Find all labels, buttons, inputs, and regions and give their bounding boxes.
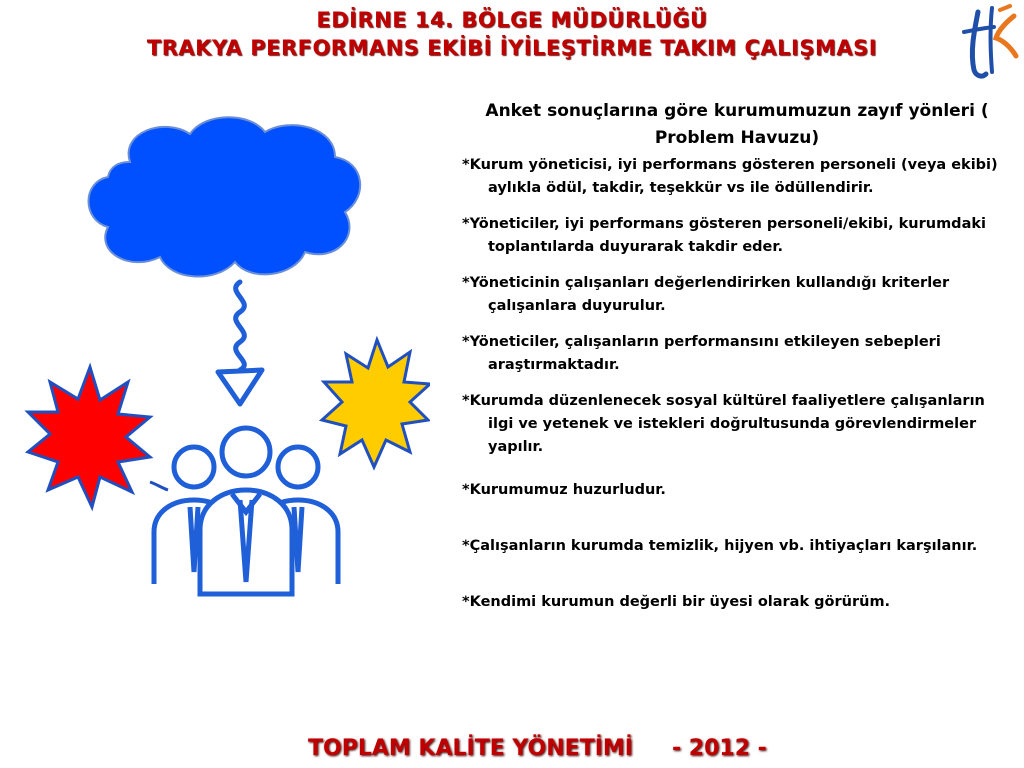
problem-list <box>462 154 1012 614</box>
list-item: *Yöneticiler, çalışanların performansını etkileyen sebepleri araştırmaktadır. <box>462 334 941 373</box>
list-item: *Kurumda düzenlenecek sosyal kültürel faaliyetlere çalışanların ilgi ve yetenek ve istekleri doğrultusunda görevlendirmeler yapılır. <box>462 393 985 455</box>
tk-logo-icon <box>960 2 1020 80</box>
yellow-burst-shape <box>322 340 430 467</box>
header-title-line1: EDİRNE 14. BÖLGE MÜDÜRLÜĞÜ <box>316 8 708 32</box>
list-item: *Kendimi kurumun değerli bir üyesi olarak görürüm. <box>462 594 891 610</box>
panel-title: Anket sonuçlarına göre kurumumuzun zayıf yönleri ( Problem Havuzu) <box>485 101 989 148</box>
problem-pool-panel <box>462 98 1012 614</box>
footer-title: TOPLAM KALİTE YÖNETİMİ <box>308 736 633 761</box>
list-item: *Kurumumuz huzurludur. <box>462 482 666 498</box>
header-title-line2: TRAKYA PERFORMANS EKİBİ İYİLEŞTİRME TAKIM ÇALIŞMASI <box>146 36 878 60</box>
list-item: *Kurum yöneticisi, iyi performans gösteren personeli (veya ekibi) aylıkla ödül, takdir, teşekkür vs ile ödüllendirir. <box>462 157 998 196</box>
team-thought-bubbles-icon <box>0 112 430 632</box>
slide-header <box>0 6 1024 62</box>
list-item: *Yöneticiler, iyi performans gösteren personeli/ekibi, kurumdaki toplantılarda duyurarak takdir eder. <box>462 216 986 255</box>
red-burst-shape <box>28 367 168 507</box>
team-people-shape <box>154 428 338 594</box>
list-item: *Yöneticinin çalışanları değerlendirirken kullandığı kriterler çalışanlara duyurulur. <box>462 275 950 314</box>
slide-footer <box>0 736 1024 766</box>
list-item: *Çalışanların kurumda temizlik, hijyen vb. ihtiyaçları karşılanır. <box>462 538 978 554</box>
footer-year: - 2012 - <box>672 736 767 761</box>
blue-cloud-shape <box>89 117 361 276</box>
